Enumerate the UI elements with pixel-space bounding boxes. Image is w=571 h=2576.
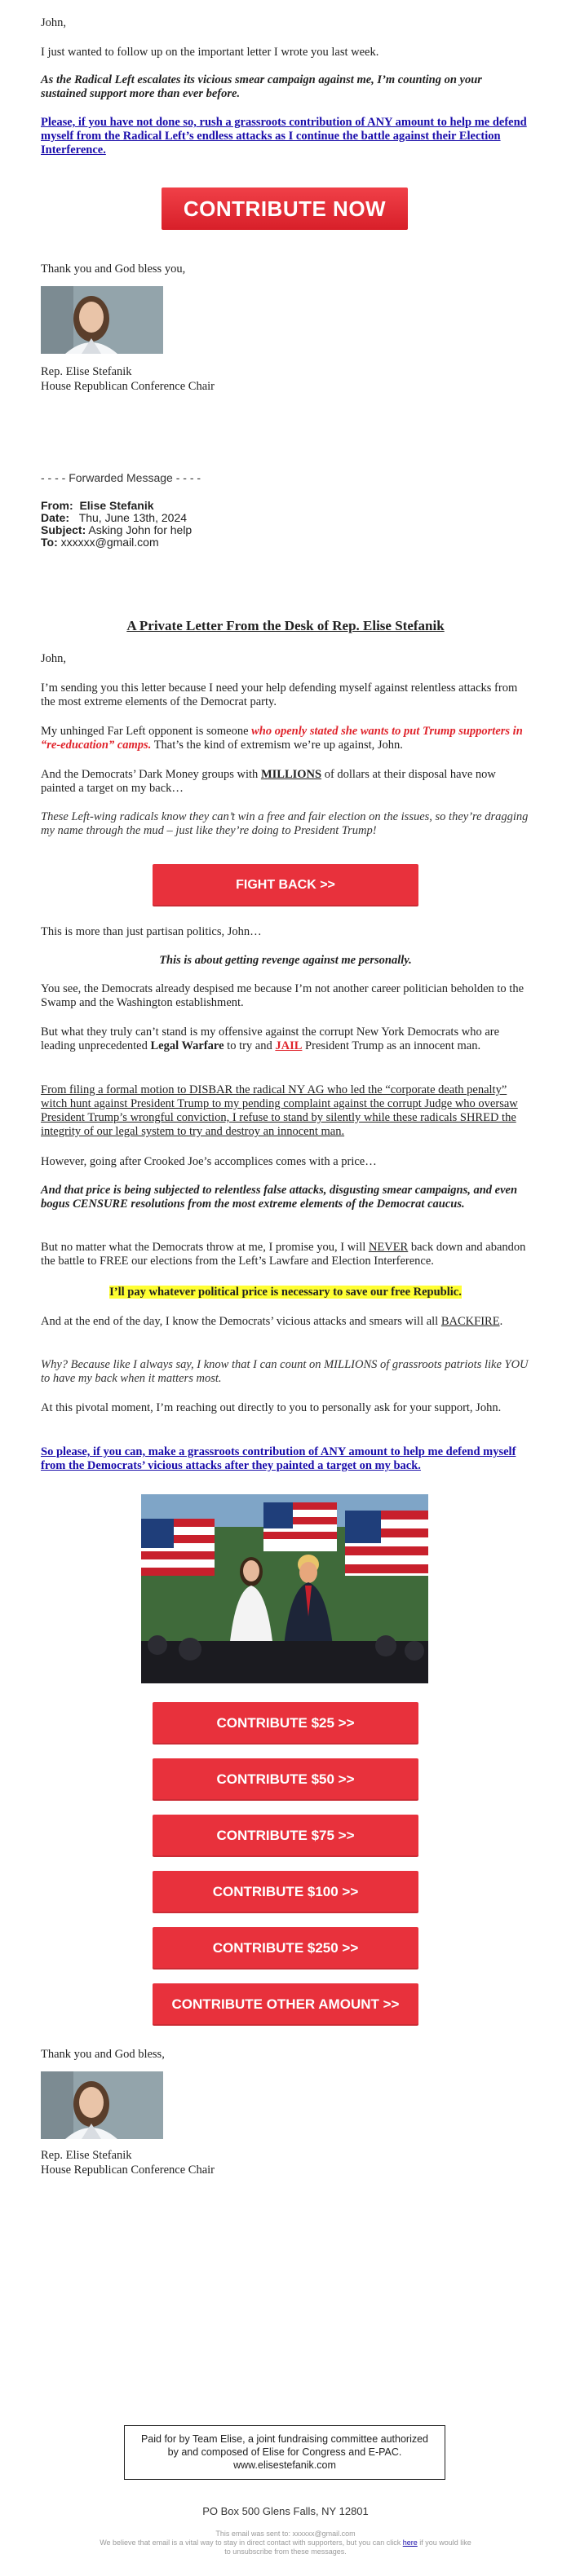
letter-paragraph: At this pivotal moment, I’m reaching out directly to you to personally ask for your support, John. bbox=[41, 1401, 502, 1414]
letter-link-paragraph bbox=[41, 1445, 530, 1473]
text-span: That’s the kind of extremism we’re up against, John. bbox=[151, 739, 403, 752]
rally-illustration bbox=[141, 1494, 428, 1683]
intro-bold-line: As the Radical Left escalates its vicious smear campaign against me, I’m counting on your sustained support more than ever before. bbox=[41, 73, 482, 100]
contribute-other-button[interactable]: CONTRIBUTE OTHER AMOUNT >> bbox=[153, 1983, 418, 2026]
text-span: My unhinged Far Left opponent is someone bbox=[41, 725, 252, 738]
contribute-25-button[interactable]: CONTRIBUTE $25 >> bbox=[153, 1702, 418, 1745]
bold-text: Legal Warfare bbox=[150, 1039, 224, 1052]
subject-label: Subject: bbox=[41, 523, 86, 536]
date-value: Thu, June 13th, 2024 bbox=[78, 511, 188, 524]
red-emphasis: who openly stated she wants to put Trump supporters in “re-education” camps. bbox=[41, 725, 523, 752]
letter-sig-title: House Republican Conference Chair bbox=[41, 2164, 215, 2177]
letter-title: A Private Letter From the Desk of Rep. Elise Stefanik bbox=[126, 618, 445, 633]
date-label: Date: bbox=[41, 511, 70, 524]
letter-paragraph: I’m sending you this letter because I need your help defending myself against relentless attacks from the most extreme elements of the Democrat party. bbox=[41, 681, 518, 708]
flag-right bbox=[345, 1511, 428, 1576]
flag-left bbox=[141, 1519, 215, 1576]
letter-thanks: Thank you and God bless, bbox=[41, 2048, 165, 2061]
contribute-75-button[interactable]: CONTRIBUTE $75 >> bbox=[153, 1815, 418, 1857]
footer-fineprint bbox=[98, 2530, 473, 2556]
letter-paragraph bbox=[41, 1315, 530, 1329]
subject-value: Asking John for help bbox=[88, 523, 193, 536]
letter-paragraph bbox=[41, 1026, 530, 1053]
from-value: Elise Stefanik bbox=[79, 499, 154, 512]
contribute-100-button[interactable]: CONTRIBUTE $100 >> bbox=[153, 1871, 418, 1913]
underlined-text: NEVER bbox=[368, 1241, 409, 1254]
to-label: To: bbox=[41, 536, 58, 549]
signature-photo bbox=[41, 2071, 163, 2139]
forward-header: - - - - Forwarded Message - - - - bbox=[41, 471, 201, 484]
sent-to-line: This email was sent to: xxxxxx@gmail.com bbox=[215, 2530, 356, 2538]
donate-link[interactable]: Please, if you have not done so, rush a grassroots contribution of ANY amount to help me defend myself from the Radical Left’s endless attacks as I continue the battle against their Election Interference. bbox=[41, 116, 527, 157]
rally-photo bbox=[141, 1494, 428, 1683]
intro-link-paragraph bbox=[41, 116, 530, 157]
letter-paragraph: This is more than just partisan politics, John… bbox=[41, 925, 262, 938]
intro-sig-title: House Republican Conference Chair bbox=[41, 380, 215, 393]
text-span: But what they truly can’t stand is my offensive against the corrupt New York Democrats who are leading unprecedented bbox=[41, 1026, 500, 1052]
from-label: From: bbox=[41, 499, 73, 512]
text-span: if you would like to unsubscribe from these messages. bbox=[224, 2539, 471, 2556]
unsubscribe-line bbox=[98, 2539, 473, 2556]
letter-sig-name: Rep. Elise Stefanik bbox=[41, 2149, 132, 2162]
letter-salutation: John, bbox=[41, 652, 67, 665]
text-span: I refuse to stand by silently while these radicals SHRED the integrity of our legal system to try and destroy an innocent man. bbox=[41, 1111, 516, 1138]
text-span: of dollars at their disposal have now painted a target on my back… bbox=[41, 768, 496, 795]
text-span: President Trump as an innocent man. bbox=[302, 1039, 481, 1052]
text-span: We believe that email is a vital way to stay in direct contact with supporters, but you can click bbox=[100, 2539, 403, 2547]
fight-back-button[interactable]: FIGHT BACK >> bbox=[153, 864, 418, 906]
footer-address: PO Box 500 Glens Falls, NY 12801 bbox=[202, 2505, 369, 2517]
underlined-text: BACKFIRE bbox=[440, 1315, 500, 1328]
letter-paragraph: You see, the Democrats already despised me because I’m not another career politician beholden to the Swamp and the Washington establishment. bbox=[41, 982, 525, 1009]
highlight-text: I’ll pay whatever political price is necessary to save our free Republic. bbox=[109, 1286, 462, 1299]
unsubscribe-link[interactable]: here bbox=[402, 2539, 418, 2547]
letter-bold-paragraph: And that price is being subjected to relentless false attacks, disgusting smear campaigns, and even bogus CENSURE resolutions from the most extreme elements of the Democrat caucus. bbox=[41, 1184, 518, 1211]
highlighted-line bbox=[41, 1286, 530, 1299]
paid-for-disclaimer: Paid for by Team Elise, a joint fundraising committee authorized by and composed of Elise for Congress and E-PAC. www.elisestefanik.com bbox=[124, 2425, 445, 2480]
letter-centered-emphasis: This is about getting revenge against me personally. bbox=[159, 954, 412, 967]
contribute-now-button[interactable]: CONTRIBUTE NOW bbox=[162, 187, 408, 230]
portrait-illustration bbox=[41, 286, 163, 354]
contribute-50-button[interactable]: CONTRIBUTE $50 >> bbox=[153, 1758, 418, 1801]
intro-salutation: John, bbox=[41, 16, 67, 29]
text-span: And the Democrats’ Dark Money groups with bbox=[41, 768, 261, 781]
letter-italic-paragraph: Why? Because like I always say, I know that I can count on MILLIONS of grassroots patriots like YOU to have my back when it matters most. bbox=[41, 1358, 529, 1385]
letter-underlined-paragraph bbox=[41, 1083, 530, 1139]
text-span: But no matter what the Democrats throw at me, I promise you, I will bbox=[41, 1241, 369, 1254]
portrait-illustration bbox=[41, 2071, 163, 2139]
red-underlined-text: JAIL bbox=[275, 1039, 303, 1052]
underlined-bold: MILLIONS bbox=[260, 768, 322, 781]
intro-line: I just wanted to follow up on the important letter I wrote you last week. bbox=[41, 46, 379, 59]
letter-italic-paragraph: These Left-wing radicals know they can’t win a free and fair election on the issues, so they’re dragging my name through the mud – just like they’re doing to President Trump! bbox=[41, 810, 529, 837]
intro-thanks: Thank you and God bless you, bbox=[41, 262, 186, 276]
text-span: And at the end of the day, I know the Democrats’ vicious attacks and smears will all bbox=[41, 1315, 441, 1328]
letter-paragraph: However, going after Crooked Joe’s accomplices comes with a price… bbox=[41, 1155, 377, 1168]
intro-sig-name: Rep. Elise Stefanik bbox=[41, 365, 132, 378]
text-span: to try and bbox=[224, 1039, 276, 1052]
flag-center bbox=[263, 1502, 337, 1551]
contribute-250-button[interactable]: CONTRIBUTE $250 >> bbox=[153, 1927, 418, 1969]
letter-paragraph bbox=[41, 725, 530, 752]
signature-photo bbox=[41, 286, 163, 354]
text-span: From filing a formal motion to DISBAR the radical NY AG who led the “corporate death penalty” witch hunt against President Trump to my pending complaint against the corrupt Judge who oversaw President Trump’s wrongful conviction, bbox=[41, 1083, 518, 1124]
letter-paragraph bbox=[41, 1241, 530, 1268]
donate-link[interactable]: So please, if you can, make a grassroots contribution of ANY amount to help me defend myself from the Democrats’ vicious attacks after they painted a target on my back. bbox=[41, 1445, 516, 1472]
text-span: . bbox=[499, 1315, 503, 1328]
letter-paragraph bbox=[41, 768, 530, 796]
to-value: xxxxxx@gmail.com bbox=[60, 536, 159, 549]
forward-meta bbox=[41, 500, 530, 549]
text-span: back down and abandon the battle to FREE our elections from the Left’s Lawfare and Election Interference. bbox=[41, 1241, 526, 1268]
